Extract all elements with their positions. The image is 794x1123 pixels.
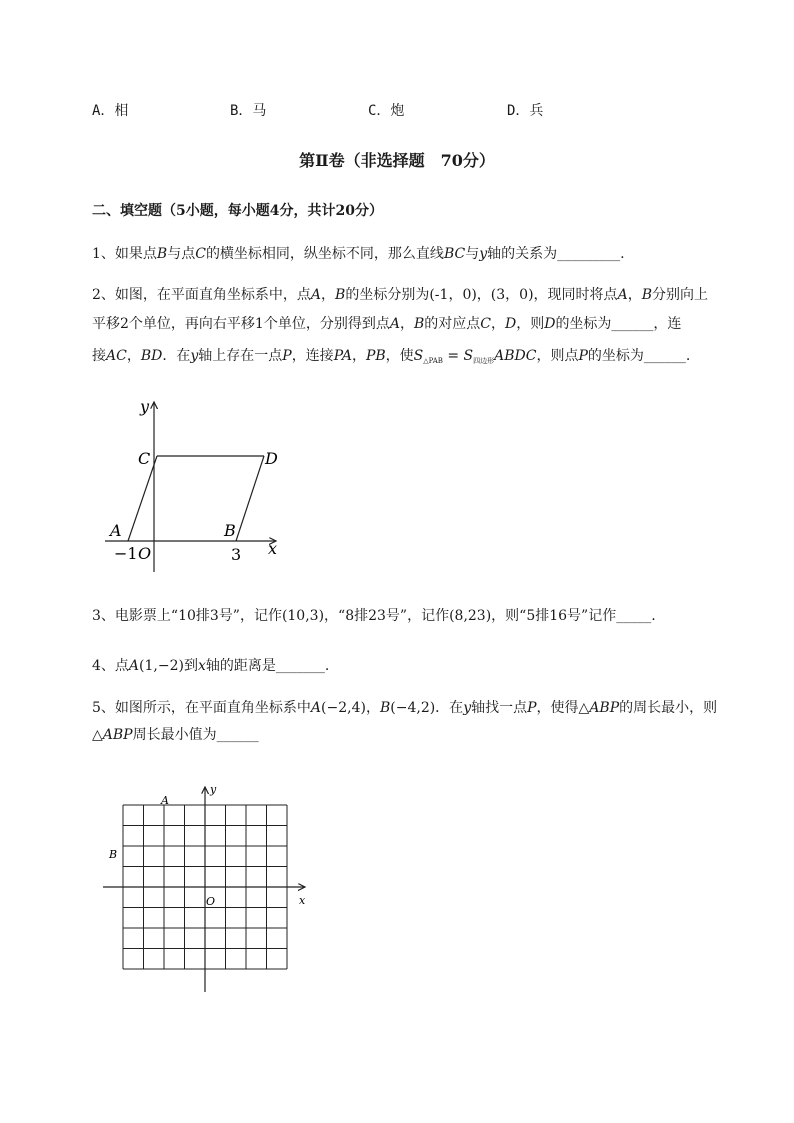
q2-text: 平移2个单位，再向右平移1个单位，分别得到点 — [92, 316, 390, 332]
q1-text-4: 与 — [465, 246, 480, 262]
q2-text: ， — [321, 287, 336, 303]
q2-var: AC — [106, 348, 127, 364]
q2-text: ， — [490, 316, 505, 332]
q2-var: ABDC — [494, 348, 537, 364]
section-title: 第Ⅱ卷（非选择题 70分） — [299, 151, 495, 170]
question-2-line-3 — [92, 345, 690, 366]
q1-text-2: 与点 — [167, 246, 196, 262]
q1-var-bc: BC — [443, 246, 466, 262]
q2-var: BD — [140, 348, 163, 364]
q2-text: ，则点 — [536, 348, 579, 364]
q4-text: (1,−2)到 — [139, 658, 198, 674]
q4-text: 轴的距离是_______. — [205, 658, 330, 674]
q2-text: ，则 — [516, 316, 545, 332]
figure-2-grid — [100, 780, 320, 1000]
q5-text: 周长最小值为______ — [132, 727, 259, 743]
option-b: B．马 — [230, 103, 267, 119]
fig1-segment-ac — [128, 456, 157, 541]
q5-var: ABP — [102, 727, 133, 743]
question-2-line-2 — [92, 313, 681, 333]
q2-var: A — [310, 287, 322, 303]
q2-text: 分别向上 — [651, 287, 708, 303]
q5-var: A — [310, 700, 322, 716]
fig2-label-x: x — [299, 894, 306, 907]
fig1-label-neg1: −1 — [114, 544, 138, 563]
q2-var: S — [463, 348, 474, 364]
q4-var: A — [128, 658, 140, 674]
q2-text: ，连接 — [291, 348, 334, 364]
q2-var: D — [504, 316, 517, 332]
q2-text: 的坐标为______，连 — [555, 316, 682, 332]
option-c: C．炮 — [368, 103, 405, 119]
q1-var-b: B — [156, 246, 168, 262]
fig1-label-b: B — [224, 521, 236, 540]
question-2-line-1 — [92, 284, 708, 304]
q5-var: ABP — [589, 700, 620, 716]
fig1-label-o: O — [138, 544, 152, 563]
q2-subscript: △PAB — [423, 357, 443, 365]
q2-var: y — [190, 348, 199, 364]
fig1-label-d: D — [265, 449, 278, 468]
q2-text: 的坐标为______. — [587, 348, 691, 364]
q2-var: B — [641, 287, 652, 303]
question-3: 3、电影票上“10排3号”，记作(10,3)，“8排23号”，记作(8,23)，则“5排16号”记作_____. — [92, 608, 656, 624]
fig2-label-a: A — [161, 794, 169, 807]
q2-var: B — [335, 287, 346, 303]
q5-text: ，使得△ — [536, 700, 590, 716]
q2-text: 2、如图，在平面直角坐标系中，点 — [92, 287, 311, 303]
q4-var: x — [197, 658, 206, 674]
fig1-label-3: 3 — [231, 545, 242, 564]
fig2-label-o: O — [206, 895, 216, 908]
section-heading: 二、填空题（5小题，每小题4分，共计20分） — [92, 203, 383, 219]
q2-var: C — [480, 316, 491, 332]
q1-text-3: 的横坐标相同，纵坐标不同，那么直线 — [205, 246, 444, 262]
q2-text: ， — [126, 348, 141, 364]
q2-text: ，使 — [385, 348, 414, 364]
q5-text: △ — [92, 727, 103, 743]
q5-text: (−4,2)．在 — [390, 700, 464, 716]
fig2-label-y: y — [210, 783, 217, 796]
q2-var: D — [544, 316, 556, 332]
option-d: D．兵 — [507, 103, 544, 119]
q1-var-c: C — [195, 246, 206, 262]
q2-text: 的对应点 — [424, 316, 481, 332]
q2-text: ， — [399, 316, 414, 332]
q2-text: 接 — [92, 348, 106, 364]
q2-var: B — [413, 316, 425, 332]
fig1-label-a: A — [110, 521, 122, 540]
q2-text: ．在 — [162, 348, 191, 364]
q2-var: P — [578, 348, 588, 364]
fig1-segment-bd — [236, 456, 264, 541]
figure-1-parallelogram — [100, 390, 290, 580]
option-a: A．相 — [92, 103, 129, 119]
q2-var: P — [282, 348, 292, 364]
q5-text: 轴找一点 — [471, 700, 528, 716]
question-4 — [92, 655, 329, 675]
q5-text: 的周长最小，则 — [619, 700, 718, 716]
q2-text: ， — [627, 287, 642, 303]
q2-var: A — [389, 316, 400, 332]
q2-var: A — [617, 287, 628, 303]
fig1-label-c: C — [138, 449, 151, 468]
q5-var: B — [379, 700, 391, 716]
q1-var-y: y — [479, 246, 488, 262]
fig2-label-b: B — [109, 848, 118, 861]
q2-subscript: 四边形 — [473, 357, 495, 365]
q4-text: 4、点 — [92, 658, 129, 674]
q2-text: ， — [351, 348, 366, 364]
question-5-line-2 — [92, 724, 259, 744]
q5-text: 5、如图所示，在平面直角坐标系中 — [92, 700, 311, 716]
q5-text: (−2,4)， — [321, 700, 380, 716]
q1-text-1: 1、如果点 — [92, 246, 157, 262]
fig1-label-x: x — [268, 539, 278, 558]
question-1 — [92, 243, 625, 263]
q2-text: 轴上存在一点 — [198, 348, 283, 364]
q2-var: S — [413, 348, 424, 364]
question-5-line-1 — [92, 697, 717, 717]
q2-text: 的坐标分别为(-1，0)，(3，0)，现同时将点 — [345, 287, 618, 303]
q1-text-5: 轴的关系为_________. — [487, 246, 625, 262]
q2-var: PB — [365, 348, 386, 364]
q5-var: P — [527, 700, 537, 716]
q2-var: PA — [333, 348, 352, 364]
fig1-label-y: y — [140, 397, 150, 416]
q2-text: = — [442, 348, 464, 364]
q5-var: y — [463, 700, 472, 716]
